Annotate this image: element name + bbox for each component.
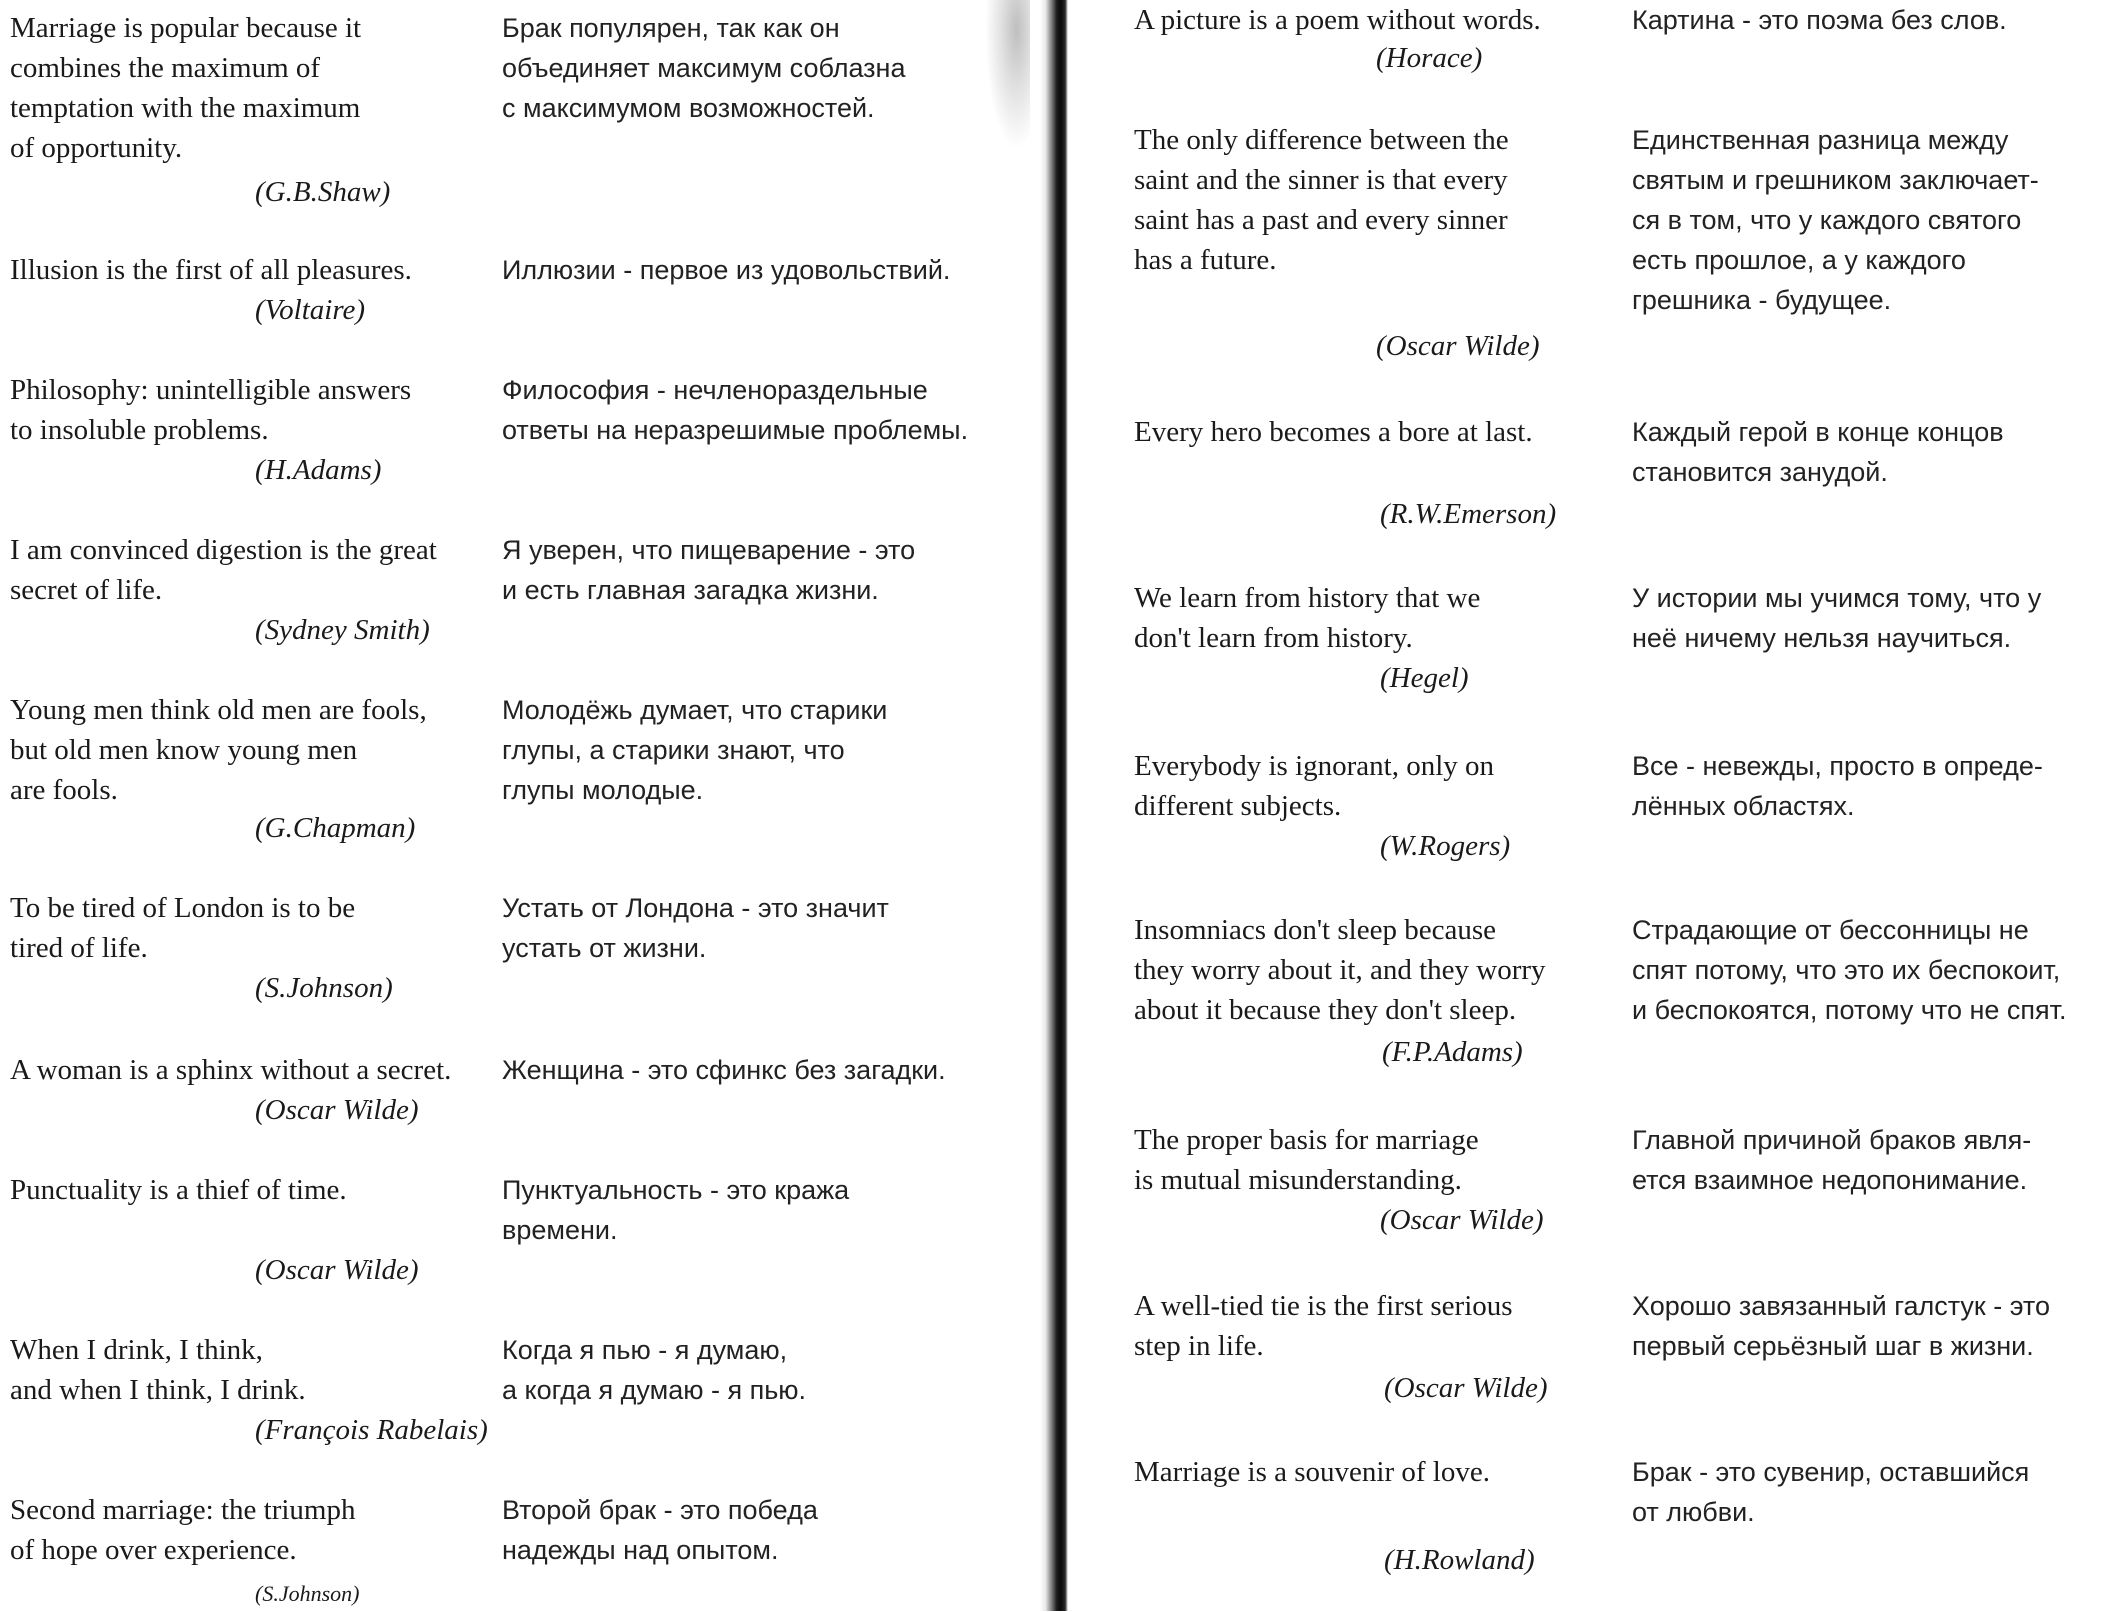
quote-author: (H.Adams) <box>255 454 382 486</box>
left-page <box>0 0 1040 1611</box>
quote-english: Insomniacs don't sleep because they worry about it, and they worry about it because they don't sleep. <box>1134 914 1546 1026</box>
quote-english: Philosophy: unintelligible answers to insoluble problems. <box>10 374 412 446</box>
quote-russian: Философия - нечленораздельные ответы на неразрешимые проблемы. <box>502 375 969 445</box>
quote-author: (Oscar Wilde) <box>1384 1372 1548 1404</box>
quote-english: A well-tied tie is the first serious step in life. <box>1134 1290 1513 1362</box>
quote-author: (François Rabelais) <box>255 1414 488 1446</box>
quote-author: (R.W.Emerson) <box>1380 498 1557 530</box>
quote-russian: Картина - это поэма без слов. <box>1632 5 2007 35</box>
quote-russian: Каждый герой в конце концов становится занудой. <box>1632 417 2004 487</box>
quote-author: (Oscar Wilde) <box>1380 1204 1544 1236</box>
quote-russian: Единственная разница между святым и грешником заключает- ся в том, что у каждого святого есть прошлое, а у каждого грешника - будущее. <box>1632 125 2039 315</box>
quote-author: (Oscar Wilde) <box>255 1094 419 1126</box>
quote-author: (Horace) <box>1376 42 1483 74</box>
quote-author: (G.Chapman) <box>255 812 416 844</box>
quote-author: (Voltaire) <box>255 294 366 326</box>
quote-english: We learn from history that we don't learn from history. <box>1134 582 1481 654</box>
quote-russian: Устать от Лондона - это значит устать от жизни. <box>502 893 889 963</box>
quote-russian: Пунктуальность - это кража времени. <box>502 1175 850 1245</box>
quote-russian: У истории мы учимся тому, что у неё ничему нельзя научиться. <box>1632 583 2042 653</box>
quote-russian: Страдающие от бессонницы не спят потому, что это их беспокоит, и беспокоятся, потому что не спят. <box>1632 915 2067 1025</box>
quote-english: To be tired of London is to be tired of life. <box>10 892 356 964</box>
quote-author: (F.P.Adams) <box>1382 1036 1523 1068</box>
quote-english: Young men think old men are fools, but old men know young men are fools. <box>10 694 427 806</box>
quote-russian: Брак популярен, так как он объединяет максимум соблазна с максимумом возможностей. <box>502 13 906 123</box>
quote-english: Everybody is ignorant, only on different subjects. <box>1134 750 1495 822</box>
quote-english: Every hero becomes a bore at last. <box>1134 416 1533 448</box>
quote-russian: Иллюзии - первое из удовольствий. <box>502 255 951 285</box>
quote-author: (H.Rowland) <box>1384 1544 1535 1576</box>
quote-russian: Когда я пью - я думаю, а когда я думаю - я пью. <box>502 1335 807 1405</box>
quote-russian: Женщина - это сфинкс без загадки. <box>502 1055 946 1085</box>
quote-author: (S.Johnson) <box>255 972 393 1004</box>
quote-english: Marriage is a souvenir of love. <box>1134 1456 1490 1488</box>
quote-author: (Sydney Smith) <box>255 614 430 646</box>
quote-english: A woman is a sphinx without a secret. <box>10 1054 452 1086</box>
quote-russian: Молодёжь думает, что старики глупы, а старики знают, что глупы молодые. <box>502 695 888 805</box>
quote-russian: Главной причиной браков явля- ется взаимное недопонимание. <box>1632 1125 2032 1195</box>
quote-author: (W.Rogers) <box>1380 830 1511 862</box>
quote-english: Illusion is the first of all pleasures. <box>10 254 412 286</box>
quote-english: The only difference between the saint and the sinner is that every saint has a past and every sinner has a future. <box>1134 124 1509 276</box>
quote-russian: Я уверен, что пищеварение - это и есть главная загадка жизни. <box>502 535 916 605</box>
quote-english: Second marriage: the triumph of hope over experience. <box>10 1494 356 1566</box>
quote-author: (S.Johnson) <box>255 1581 360 1606</box>
quote-russian: Все - невежды, просто в опреде- лённых областях. <box>1632 751 2043 821</box>
quote-english: Punctuality is a thief of time. <box>10 1174 347 1206</box>
quote-author: (Hegel) <box>1380 662 1469 694</box>
quote-russian: Хорошо завязанный галстук - это первый серьёзный шаг в жизни. <box>1632 1291 2050 1361</box>
quote-english: A picture is a poem without words. <box>1134 4 1541 36</box>
book-spine-gutter <box>1040 0 1068 1611</box>
right-page <box>1068 0 2112 1611</box>
quote-english: Marriage is popular because it combines the maximum of temptation with the maximum of opportunity. <box>10 12 362 164</box>
quote-english: When I drink, I think, and when I think, I drink. <box>10 1334 306 1406</box>
quote-author: (G.B.Shaw) <box>255 176 391 208</box>
scan-shadow <box>985 0 1030 150</box>
quote-author: (Oscar Wilde) <box>255 1254 419 1286</box>
quote-english: I am convinced digestion is the great secret of life. <box>10 534 437 606</box>
quote-russian: Брак - это сувенир, оставшийся от любви. <box>1632 1457 2030 1527</box>
quote-english: The proper basis for marriage is mutual misunderstanding. <box>1134 1124 1479 1196</box>
quote-russian: Второй брак - это победа надежды над опытом. <box>502 1495 818 1565</box>
quote-author: (Oscar Wilde) <box>1376 330 1540 362</box>
